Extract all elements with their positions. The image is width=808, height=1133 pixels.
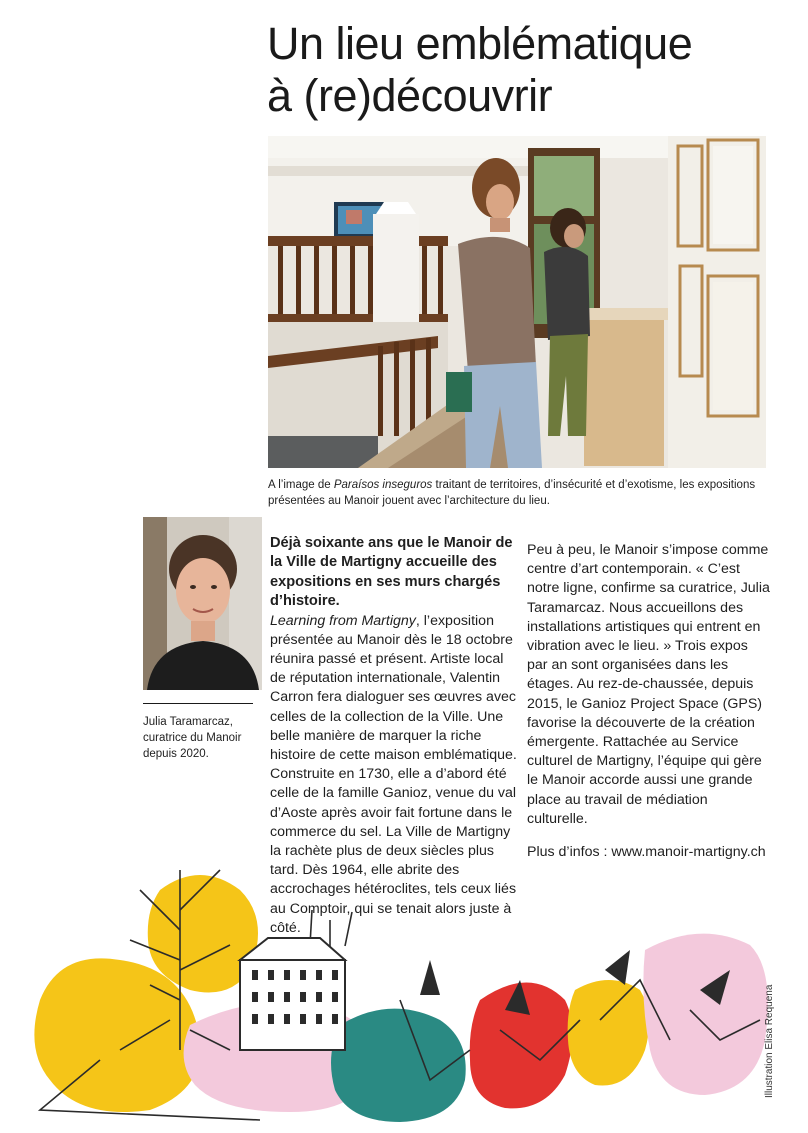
article-lead: Déjà soixante ans que le Manoir de la Ville de Martigny accueille des expositions en ses murs chargés d’histoire. bbox=[270, 535, 513, 610]
exhibition-photo-drawing bbox=[268, 136, 766, 468]
caption-prefix: A l’image de bbox=[268, 479, 334, 491]
caption-exhibition-title: Paraísos inseguros bbox=[333, 479, 433, 491]
title-line-2: à (re)découvrir bbox=[267, 70, 553, 121]
curator-portrait bbox=[143, 517, 262, 690]
illustration-credit: Illustration Elisa Requena bbox=[764, 984, 775, 1098]
more-info-link[interactable]: Plus d’infos : www.manoir-martigny.ch bbox=[527, 844, 766, 861]
exhibition-photo bbox=[268, 136, 766, 468]
article-paragraph-2: Peu à peu, le Manoir s’impose comme centre d’art contemporain. « C’est notre ligne, confirme sa curatrice, Julia Taramarcaz. Nous accueillons des installations artistiques qui entrent en vibration avec le lieu. » Trois expos par an sont organisées dans les étages. Au rez-de-chaussée, depuis 2015, le Ganioz Project Space (GPS) favorise la découverte de la création émergente. Rattachée au Service culturel de Martigny, l’équipe qui gère le Manoir accorde aussi une grande place au travail de médiation culturelle. bbox=[527, 542, 770, 827]
curator-portrait-drawing bbox=[143, 517, 262, 690]
portrait-caption: Julia Taramarcaz, curatrice du Manoir depuis 2020. bbox=[143, 716, 242, 760]
manoir-illustration bbox=[0, 850, 808, 1133]
title-line-1: Un lieu emblématique bbox=[267, 18, 693, 69]
main-photo-caption bbox=[268, 477, 768, 509]
article-paragraph-1-text: , l’exposition présentée au Manoir dès le 18 octobre réunira passé et présent. Artiste local de réputation internationale, Valentin Carron fera dialoguer ses œuvres avec celles de la collection de la Ville. Une belle manière de marquer la riche histoire de cette maison emblématique. Construite en 1730, elle a d’abord été celle de la famille Ganioz, venue du val d’Aoste après avoir fait fortune dans le commerce du sel. La Ville de Martigny la rachète plus de deux siècles plus tard. Dès 1964, elle abrite des accrochages hétéroclites, tels ceux liés au Comptoir, qui se tenait alors juste à côté. bbox=[270, 612, 517, 936]
article-column-2 bbox=[527, 534, 772, 862]
exhibition-name: Learning from Martigny bbox=[270, 612, 416, 629]
article-title bbox=[267, 18, 787, 122]
manoir-building-drawing bbox=[240, 938, 345, 1050]
caption-rest: traitant de territoires, d’insécurité et d’exotisme, les expositions présentées au Manoir jouent avec l’architecture du lieu. bbox=[268, 479, 756, 507]
portrait-caption-rule bbox=[143, 703, 253, 704]
